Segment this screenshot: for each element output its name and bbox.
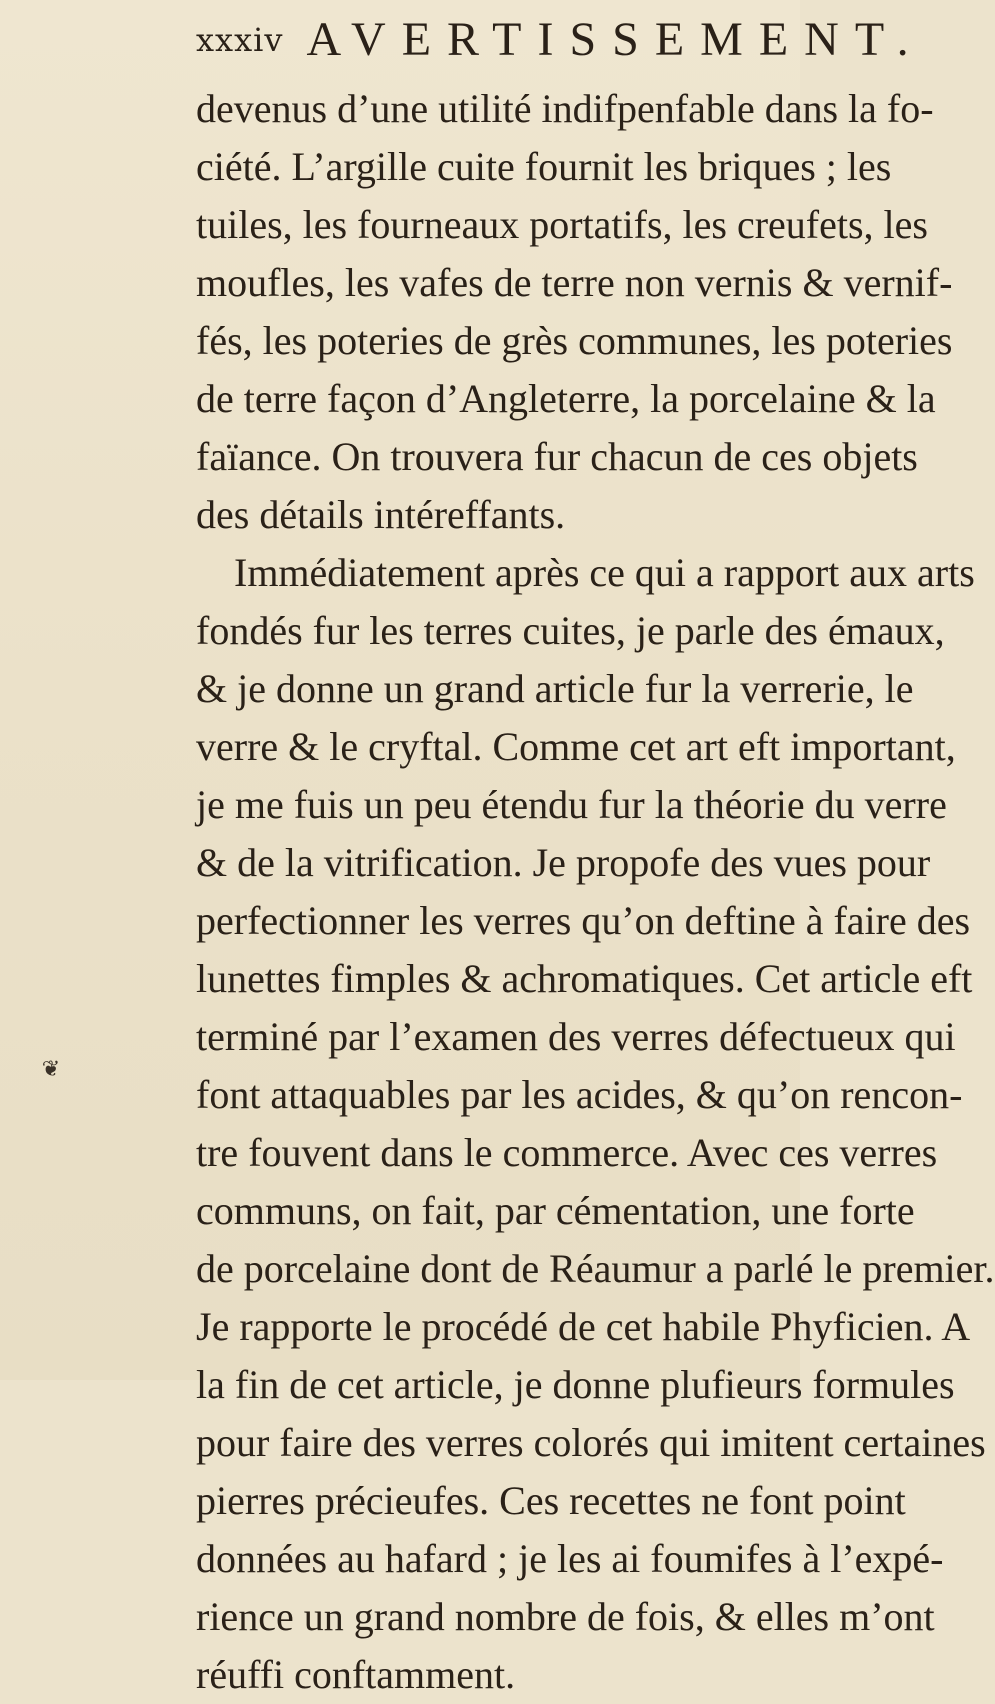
text-line: faïance. On trouvera fur chacun de ces objets xyxy=(196,434,918,479)
text-line: tre fouvent dans le commerce. Avec ces verres xyxy=(196,1130,938,1175)
text-line: verre & le cryftal. Comme cet art eft important, xyxy=(196,724,956,769)
text-line: réuffi conftamment. xyxy=(196,1652,516,1697)
text-line: & je donne un grand article fur la verrerie, le xyxy=(196,666,914,711)
page-number: xxxiv xyxy=(196,20,284,59)
body-text xyxy=(196,80,995,1704)
page-header xyxy=(196,12,925,72)
text-line: Je rapporte le procédé de cet habile Phyficien. A xyxy=(196,1304,971,1349)
text-line: communs, on fait, par cémentation, une forte xyxy=(196,1188,915,1233)
fleuron-ornament-icon: ❦ xyxy=(41,1057,61,1082)
text-line: je me fuis un peu étendu fur la théorie du verre xyxy=(196,782,947,827)
running-title: AVERTISSEMENT. xyxy=(306,13,925,66)
text-line: tuiles, les fourneaux portatifs, les creufets, les xyxy=(196,202,928,247)
text-line: des détails intéreffants. xyxy=(196,492,566,537)
text-line: terminé par l’examen des verres défectueux qui xyxy=(196,1014,956,1059)
text-line: perfectionner les verres qu’on deftine à faire des xyxy=(196,898,971,943)
text-line: données au hafard ; je les ai foumifes à l’expé- xyxy=(196,1536,944,1581)
text-line: pour faire des verres colorés qui imitent certaines xyxy=(196,1420,986,1465)
text-line: ciété. L’argille cuite fournit les briques ; les xyxy=(196,144,892,189)
text-line: de porcelaine dont de Réaumur a parlé le premier. xyxy=(196,1246,995,1291)
text-line: devenus d’une utilité indifpenfable dans la fo- xyxy=(196,86,934,131)
text-line: rience un grand nombre de fois, & elles m’ont xyxy=(196,1594,935,1639)
text-line: pierres précieufes. Ces recettes ne font point xyxy=(196,1478,906,1523)
text-line: de terre façon d’Angleterre, la porcelaine & la xyxy=(196,376,936,421)
text-line: Immédiatement après ce qui a rapport aux arts xyxy=(234,550,975,595)
text-line: moufles, les vafes de terre non vernis & vernif- xyxy=(196,260,953,305)
text-line: lunettes fimples & achromatiques. Cet article eft xyxy=(196,956,973,1001)
text-line: fondés fur les terres cuites, je parle des émaux, xyxy=(196,608,945,653)
text-line: fés, les poteries de grès communes, les poteries xyxy=(196,318,953,363)
text-line: la fin de cet article, je donne plufieurs formules xyxy=(196,1362,955,1407)
text-line: & de la vitrification. Je propofe des vues pour xyxy=(196,840,931,885)
text-line: font attaquables par les acides, & qu’on rencon- xyxy=(196,1072,963,1117)
